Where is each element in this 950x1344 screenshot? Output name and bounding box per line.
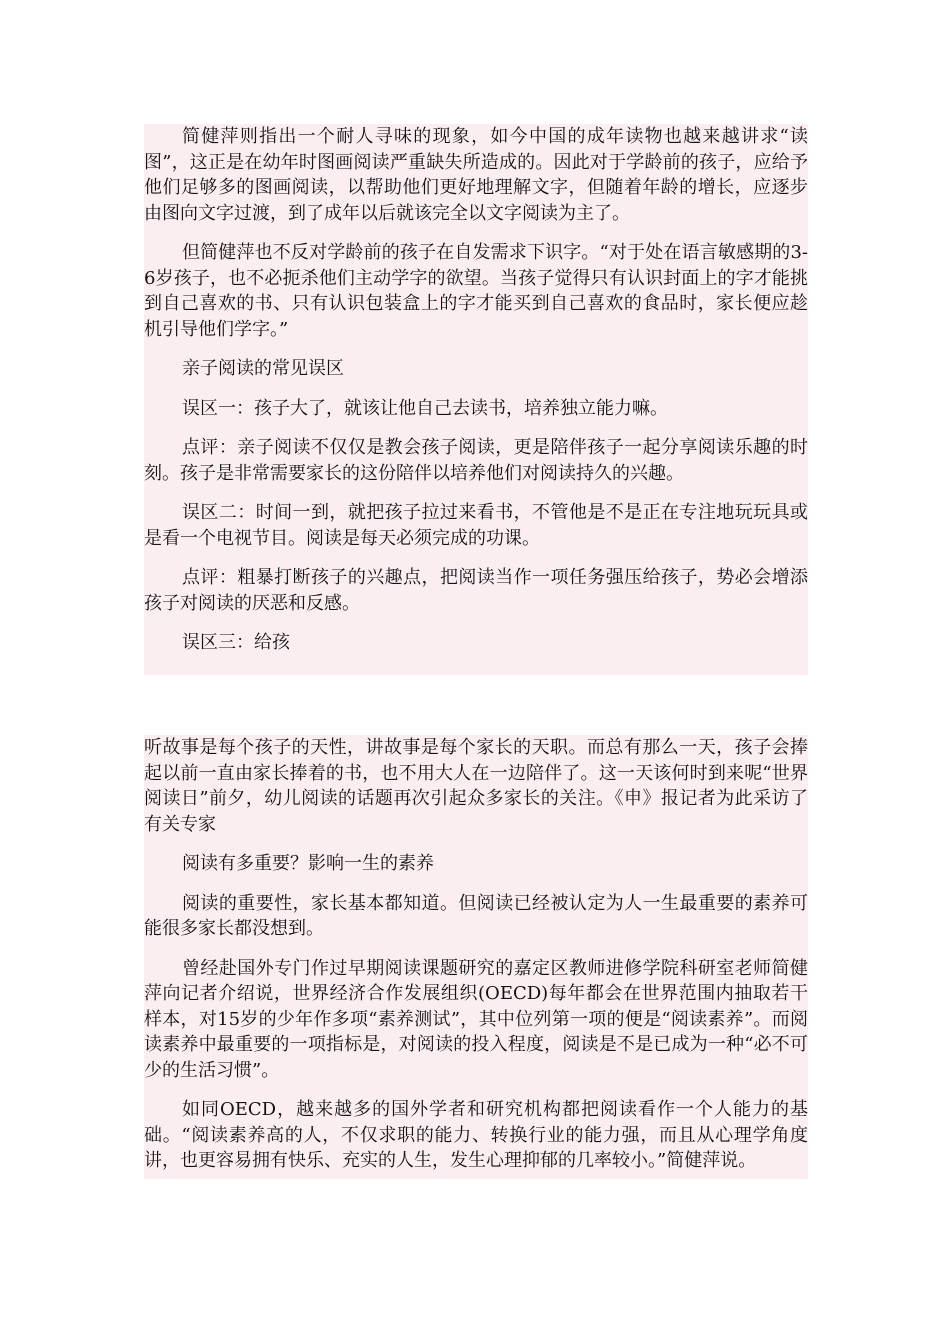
section-heading-importance: 阅读有多重要？影响一生的素养: [182, 853, 434, 874]
paragraph-oecd-survey: 曾经赴国外专门作过早期阅读课题研究的嘉定区教师进修学院科研室老师简健萍向记者介绍说，世界经济合作发展组织(OECD)每年都会在世界范围内抽取若干样本，对15岁的少年作多项“素养测试”，其中位列第一项的便是“阅读素养”。而阅读素养中最重要的一项指标是，对阅读的投入程度，阅读是不是已成为一种“必不可少的生活习惯”。: [144, 957, 808, 1081]
paragraph-reading-foundation: 如同OECD，越来越多的国外学者和研究机构都把阅读看作一个人能力的基础。“阅读素养高的人，不仅求职的能力、转换行业的能力强，而且从心理学角度讲，也更容易拥有快乐、充实的人生，发生心理抑郁的几率较小。”简健萍说。: [144, 1099, 808, 1171]
misconception-three: 误区三：给孩: [182, 632, 290, 653]
text-block-upper: [144, 124, 808, 675]
section-heading-misconceptions: 亲子阅读的常见误区: [182, 358, 344, 379]
paragraph-storytelling-intro: 听故事是每个孩子的天性，讲故事是每个家长的天职。而总有那么一天，孩子会捧起以前一直由家长捧着的书，也不用大人在一边陪伴了。这一天该何时到来呢“世界阅读日”前夕，幼儿阅读的话题再次引起众多家长的关注。《申》报记者为此采访了有关专家: [144, 737, 808, 835]
paragraph-learning-characters: 但简健萍也不反对学龄前的孩子在自发需求下识字。“对于处在语言敏感期的3-6岁孩子，也不必扼杀他们主动学字的欲望。当孩子觉得只有认识封面上的字才能挑到自己喜欢的书、只有认识包装盒上的字才能买到自己喜欢的食品时，家长便应趁机引导他们学字。”: [144, 242, 808, 340]
paragraph-reading-pictures: 简健萍则指出一个耐人寻味的现象，如今中国的成年读物也越来越讲求“读图”，这正是在幼年时图画阅读严重缺失所造成的。因此对于学龄前的孩子，应给予他们足够多的图画阅读，以帮助他们更好地理解文字，但随着年龄的增长，应逐步由图向文字过渡，到了成年以后就该完全以文字阅读为主了。: [144, 126, 808, 224]
text-block-lower: [144, 735, 808, 1179]
comment-one: 点评：亲子阅读不仅仅是教会孩子阅读，更是陪伴孩子一起分享阅读乐趣的时刻。孩子是非常需要家长的这份陪伴以培养他们对阅读持久的兴趣。: [144, 437, 808, 484]
misconception-one: 误区一：孩子大了，就该让他自己去读书，培养独立能力嘛。: [182, 397, 668, 419]
comment-two: 点评：粗暴打断孩子的兴趣点，把阅读当作一项任务强压给孩子，势必会增添孩子对阅读的厌恶和反感。: [144, 567, 808, 614]
misconception-two: 误区二：时间一到，就把孩子拉过来看书，不管他是不是正在专注地玩玩具或是看一个电视节目。阅读是每天必须完成的功课。: [144, 502, 808, 549]
paragraph-importance: 阅读的重要性，家长基本都知道。但阅读已经被认定为人一生最重要的素养可能很多家长都没想到。: [144, 892, 808, 939]
